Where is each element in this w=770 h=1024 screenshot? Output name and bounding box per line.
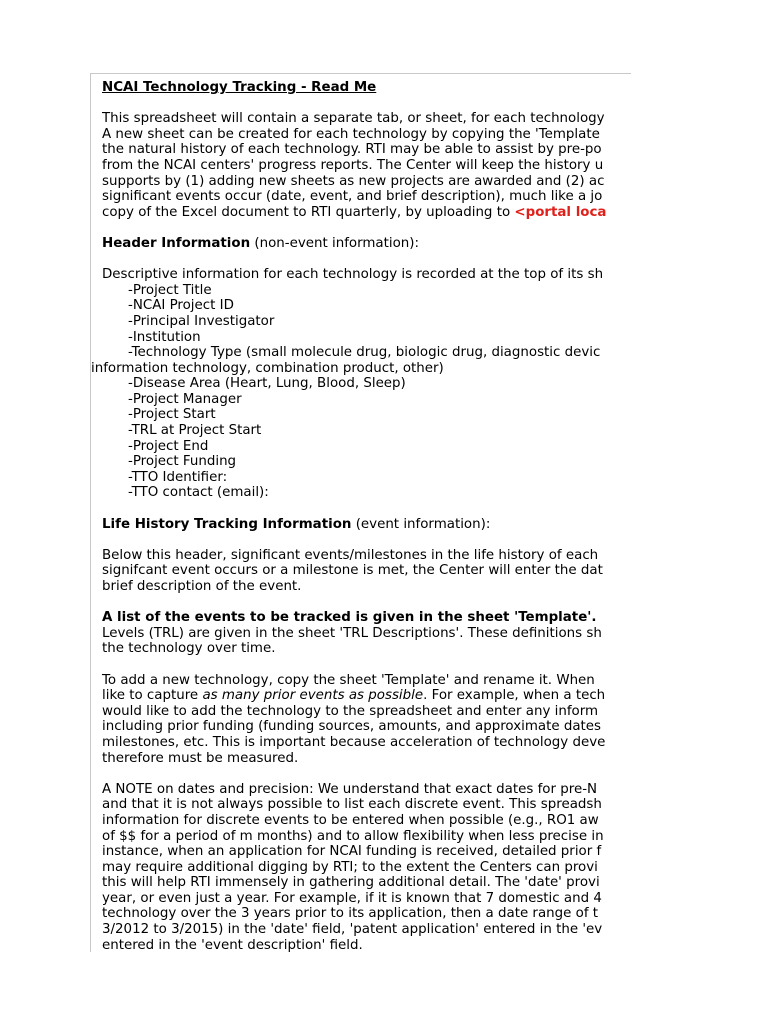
header-info-heading-rest: (non-event information): xyxy=(250,235,420,251)
note-line-9: technology over the 3 years prior to its application, then a date range of t xyxy=(102,906,599,922)
note-line-11: entered in the 'event description' field. xyxy=(102,937,363,952)
life-history-line-1: Below this header, significant events/milestones in the life history of each xyxy=(102,547,599,563)
header-item: -Project Manager xyxy=(128,391,242,407)
header-info-heading-bold: Header Information xyxy=(102,235,251,251)
readme-text xyxy=(91,80,631,952)
life-history-line-3: brief description of the event. xyxy=(102,579,302,594)
intro-line-7 xyxy=(102,205,631,221)
note-line-7: this will help RTI immensely in gathering additional detail. The 'date' provi xyxy=(102,875,600,891)
note-line-8: year, or even just a year. For example, if it is known that 7 domestic and 4 xyxy=(102,890,602,906)
events-list-note xyxy=(102,610,631,626)
header-item: -Project Funding xyxy=(128,454,237,470)
header-item: -TRL at Project Start xyxy=(128,423,262,439)
add-tech-line-3: would like to add the technology to the spreadsheet and enter any inform xyxy=(102,703,599,719)
header-item: -TTO Identifier: xyxy=(128,469,228,485)
intro-line-2: A new sheet can be created for each technology by copying the 'Template xyxy=(102,126,600,142)
note-line-4: of $$ for a period of m months) and to allow flexibility when less precise in xyxy=(102,828,604,844)
add-tech-line-5: milestones, etc. This is important because acceleration of technology deve xyxy=(102,734,606,750)
life-history-heading-bold: Life History Tracking Information xyxy=(102,516,352,532)
intro-line-7-text: copy of the Excel document to RTI quarterly, by uploading to xyxy=(102,204,515,220)
intro-line-3: the natural history of each technology. RTI may be able to assist by pre-po xyxy=(102,142,602,158)
header-item: -Project Title xyxy=(128,282,212,298)
header-info-description: Descriptive information for each technology is recorded at the top of its sh xyxy=(102,267,604,283)
life-history-line-2: signifcant event occurs or a milestone is met, the Center will enter the dat xyxy=(102,563,603,579)
add-tech-emphasis: as many prior events as possible xyxy=(202,688,424,704)
intro-line-6: significant events occur (date, event, and brief description), much like a jo xyxy=(102,189,603,205)
events-list-note-bold: A list of the events to be tracked is given in the sheet 'Template'. xyxy=(102,610,597,626)
add-tech-line-2b: . For example, when a tech xyxy=(423,688,606,704)
life-history-heading xyxy=(102,517,631,533)
header-item: -Technology Type (small molecule drug, biologic drug, diagnostic devic xyxy=(128,345,601,361)
life-history-line-5: the technology over time. xyxy=(102,641,276,657)
portal-location-placeholder: <portal loca xyxy=(514,204,607,220)
header-info-heading xyxy=(102,236,631,252)
header-item: -Project End xyxy=(128,438,209,454)
header-item: -Institution xyxy=(128,329,201,345)
note-line-10: 3/2012 to 3/2015) in the 'date' field, 'patent application' entered in the 'ev xyxy=(102,922,603,938)
add-tech-line-2a: like to capture xyxy=(102,688,203,704)
spreadsheet-cell-region xyxy=(90,73,631,952)
add-tech-line-1: To add a new technology, copy the sheet 'Template' and rename it. When xyxy=(102,672,595,688)
intro-line-4: from the NCAI centers' progress reports. The Center will keep the history u xyxy=(102,157,604,173)
note-line-5: instance, when an application for NCAI funding is received, detailed prior f xyxy=(102,844,602,860)
life-history-line-4: Levels (TRL) are given in the sheet 'TRL Descriptions'. These definitions sh xyxy=(102,625,602,641)
header-item: -Project Start xyxy=(128,407,216,423)
note-line-1: A NOTE on dates and precision: We understand that exact dates for pre-N xyxy=(102,781,598,797)
header-item: -TTO contact (email): xyxy=(128,485,269,501)
header-item: -Disease Area (Heart, Lung, Blood, Sleep) xyxy=(128,376,406,392)
document-title: NCAI Technology Tracking - Read Me xyxy=(102,80,377,95)
add-tech-line-2 xyxy=(102,688,631,704)
header-item: -NCAI Project ID xyxy=(128,298,234,314)
intro-line-5: supports by (1) adding new sheets as new projects are awarded and (2) ac xyxy=(102,173,605,189)
header-item-continuation: information technology, combination product, other) xyxy=(91,360,444,376)
note-line-3: information for discrete events to be entered when possible (e.g., RO1 aw xyxy=(102,812,599,828)
note-line-2: and that it is not always possible to list each discrete event. This spreadsh xyxy=(102,797,602,813)
note-line-6: may require additional digging by RTI; to the extent the Centers can provi xyxy=(102,859,598,875)
add-tech-line-6: therefore must be measured. xyxy=(102,750,299,766)
life-history-heading-rest: (event information): xyxy=(351,516,491,532)
intro-line-1: This spreadsheet will contain a separate tab, or sheet, for each technology xyxy=(102,111,605,127)
add-tech-line-4: including prior funding (funding sources, amounts, and approximate dates xyxy=(102,719,602,735)
header-item: -Principal Investigator xyxy=(128,313,275,329)
